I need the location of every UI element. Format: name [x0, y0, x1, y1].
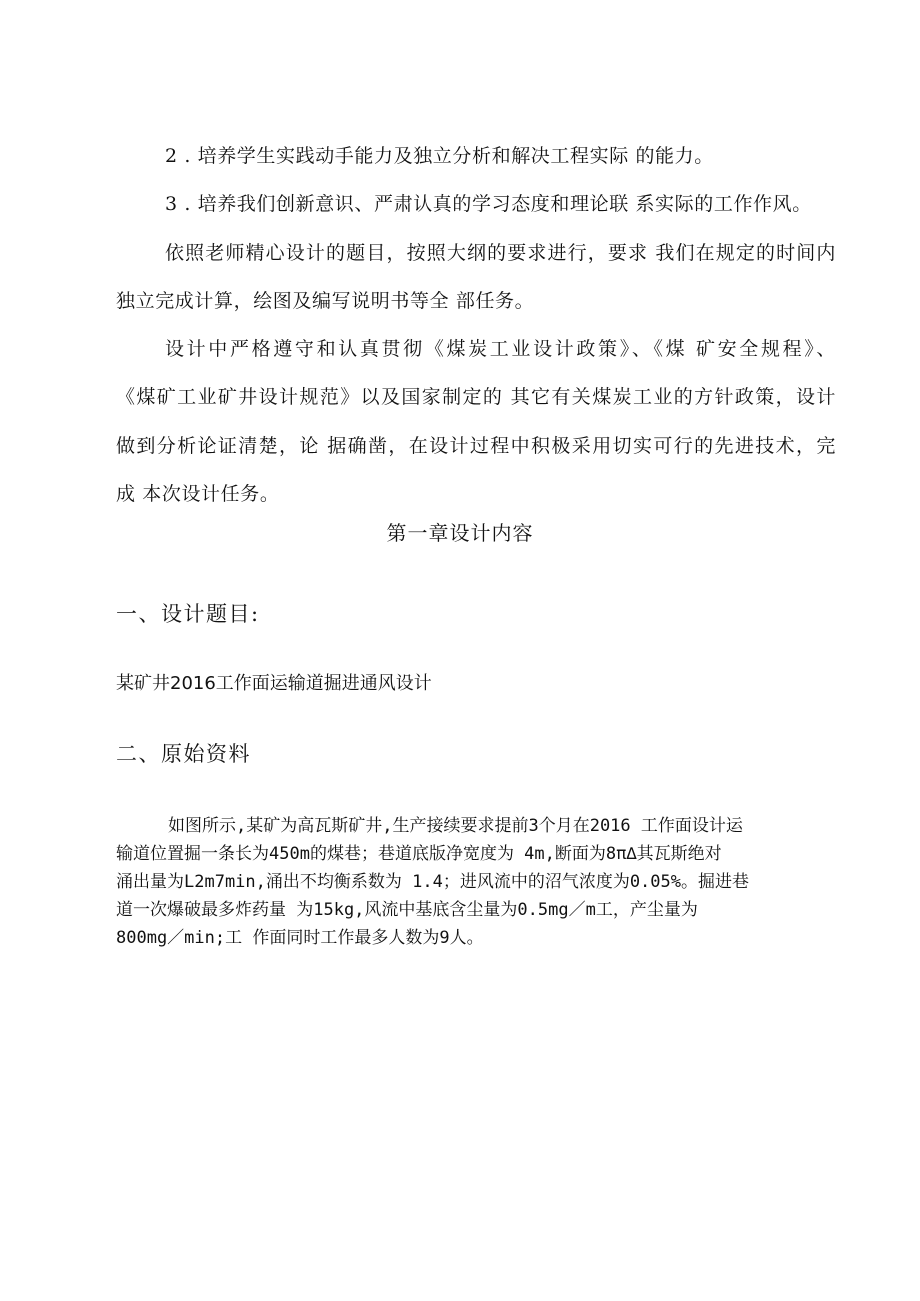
paragraph-requirements-line-2: 独立完成计算，绘图及编写说明书等全 部任务。 — [116, 290, 535, 312]
design-topic-text: 某矿井2016工作面运输道掘进通风设计 — [116, 673, 432, 694]
original-data-line-2: 输道位置掘一条长为450m的煤巷；巷道底版净宽度为 4m,断面为8π∆其瓦斯绝对 — [116, 844, 722, 864]
paragraph-policy-line-2: 《煤矿工业矿井设计规范》以及国家制定的 其它有关煤炭工业的方针政策，设计 — [116, 386, 836, 408]
chapter-title: 第一章设计内容 — [386, 521, 534, 545]
original-data-line-3: 涌出量为L2m7min,涌出不均衡系数为 1.4；进风流中的沼气浓度为0.05%。掘进巷 — [116, 872, 749, 892]
paragraph-policy-line-1: 设计中严格遵守和认真贯彻《煤炭工业设计政策》、《煤 矿安全规程》、 — [165, 338, 836, 360]
paragraph-policy-line-3: 做到分析论证清楚，论 据确凿，在设计过程中积极采用切实可行的先进技术，完 — [116, 435, 836, 457]
original-data-line-1: 如图所示,某矿为高瓦斯矿井,生产接续要求提前3个月在2016 工作面设计运 — [168, 816, 743, 836]
paragraph-policy-line-4: 成 本次设计任务。 — [116, 483, 280, 505]
paragraph-requirements-line-1: 依照老师精心设计的题目，按照大纲的要求进行，要求 我们在规定的时间内 — [165, 242, 836, 264]
objective-item-3: 3 . 培养我们创新意识、严肃认真的学习态度和理论联 系实际的工作作风。 — [165, 193, 812, 215]
section-heading-design-topic: 一、设计题目: — [116, 602, 260, 626]
original-data-line-5: 800mg／min;工 作面同时工作最多人数为9人。 — [116, 928, 484, 948]
original-data-line-4: 道一次爆破最多炸药量 为15kg,风流中基底含尘量为0.5mg／m工，产尘量为 — [116, 900, 698, 920]
objective-item-2: 2 . 培养学生实践动手能力及独立分析和解决工程实际 的能力。 — [165, 145, 714, 167]
section-heading-original-data: 二、原始资料 — [116, 742, 251, 766]
